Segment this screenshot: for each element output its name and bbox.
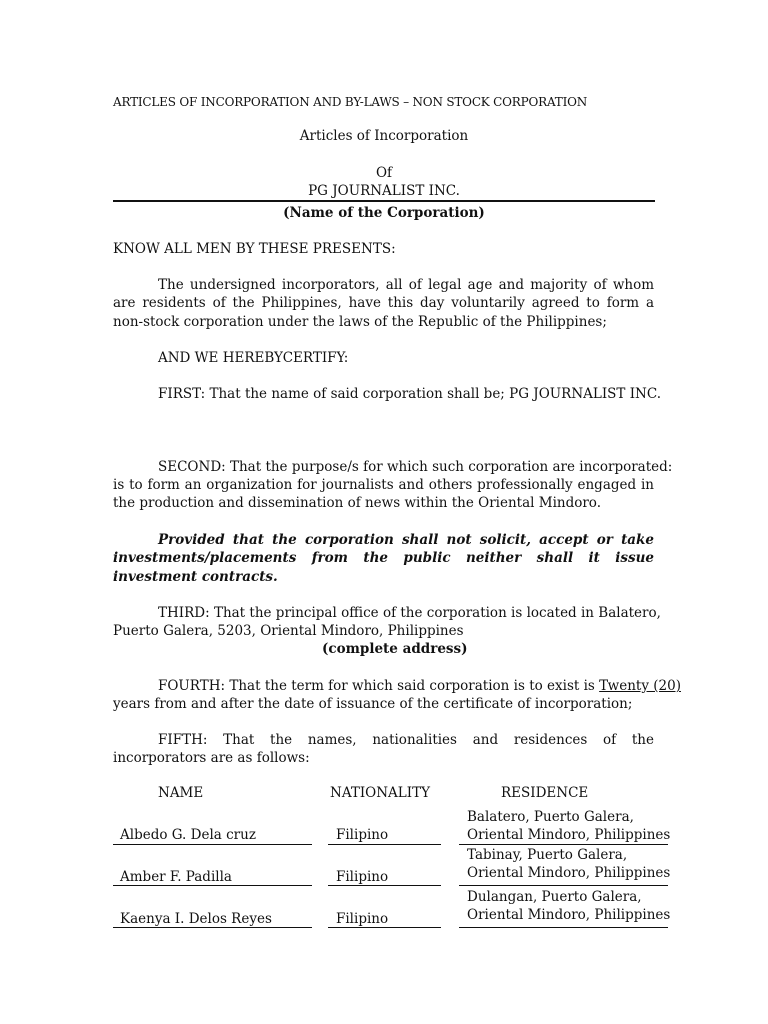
article-fourth-text: FOURTH: That the term for which said corporation is to exist is (158, 678, 600, 694)
incorporator-name: Amber F. Padilla (120, 869, 232, 885)
incorporator-residence-line1: Tabinay, Puerto Galera, (467, 847, 628, 863)
article-fifth-text: FIFTH: That the names, nationalities and residences of the incorporators are as follows: (113, 732, 654, 767)
article-second-body: is to form an organization for journalists and others professionally engaged in the production and dissemination of news within the Oriental Mindoro. (113, 477, 654, 512)
preamble-text: The undersigned incorporators, all of legal age and majority of whom are residents of the Philippines, have this day voluntarily agreed to form a non-stock corporation under the laws of the Republic of the Philippines; (113, 277, 654, 330)
article-fifth (113, 731, 654, 768)
column-header-nationality: NATIONALITY (330, 785, 431, 801)
incorporator-residence-line1: Balatero, Puerto Galera, (467, 809, 634, 825)
incorporator-residence-line1: Dulangan, Puerto Galera, (467, 889, 642, 905)
preamble-paragraph (113, 276, 654, 331)
address-caption: (complete address) (322, 641, 468, 657)
article-fourth-line1 (158, 677, 681, 695)
article-fourth-line2: years from and after the date of issuance of the certificate of incorporation; (113, 696, 633, 712)
incorporator-nationality: Filipino (336, 827, 389, 843)
title-of: Of (375, 165, 393, 181)
article-third-line1: THIRD: That the principal office of the corporation is located in Balatero, (158, 605, 661, 621)
term-value: Twenty (20) (599, 678, 681, 694)
signature-line (328, 885, 441, 886)
title-rule (113, 200, 655, 202)
signature-line (328, 927, 441, 928)
incorporator-residence-line2: Oriental Mindoro, Philippines (467, 907, 671, 923)
certify-line: AND WE HEREBYCERTIFY: (158, 350, 349, 366)
signature-line (113, 885, 312, 886)
document-title: Articles of Incorporation (299, 128, 469, 144)
article-first: FIRST: That the name of said corporation shall be; PG JOURNALIST INC. (158, 386, 662, 402)
column-header-residence: RESIDENCE (501, 785, 589, 801)
corporation-name-caption: (Name of the Corporation) (283, 205, 485, 221)
document-header: ARTICLES OF INCORPORATION AND BY-LAWS – NON STOCK CORPORATION (113, 95, 588, 109)
incorporator-residence-line2: Oriental Mindoro, Philippines (467, 865, 671, 881)
signature-line (459, 927, 668, 928)
proviso-text: Provided that the corporation shall not solicit, accept or take investments/placements from the public neither shall it issue investment contracts. (113, 532, 654, 585)
corporation-name: PG JOURNALIST INC. (308, 183, 460, 199)
incorporator-nationality: Filipino (336, 869, 389, 885)
incorporator-nationality: Filipino (336, 911, 389, 927)
article-third-line2: Puerto Galera, 5203, Oriental Mindoro, Philippines (113, 623, 464, 639)
signature-line (113, 844, 312, 845)
incorporator-name: Kaenya I. Delos Reyes (120, 911, 272, 927)
signature-line (459, 844, 668, 845)
signature-line (113, 927, 312, 928)
proviso-paragraph (113, 531, 654, 586)
column-header-name: NAME (158, 785, 204, 801)
intro-line: KNOW ALL MEN BY THESE PRESENTS: (113, 241, 396, 257)
signature-line (328, 844, 441, 845)
incorporator-residence-line2: Oriental Mindoro, Philippines (467, 827, 671, 843)
incorporator-name: Albedo G. Dela cruz (120, 827, 256, 843)
article-second-heading: SECOND: That the purpose/s for which such corporation are incorporated: (158, 459, 673, 475)
signature-line (459, 885, 668, 886)
